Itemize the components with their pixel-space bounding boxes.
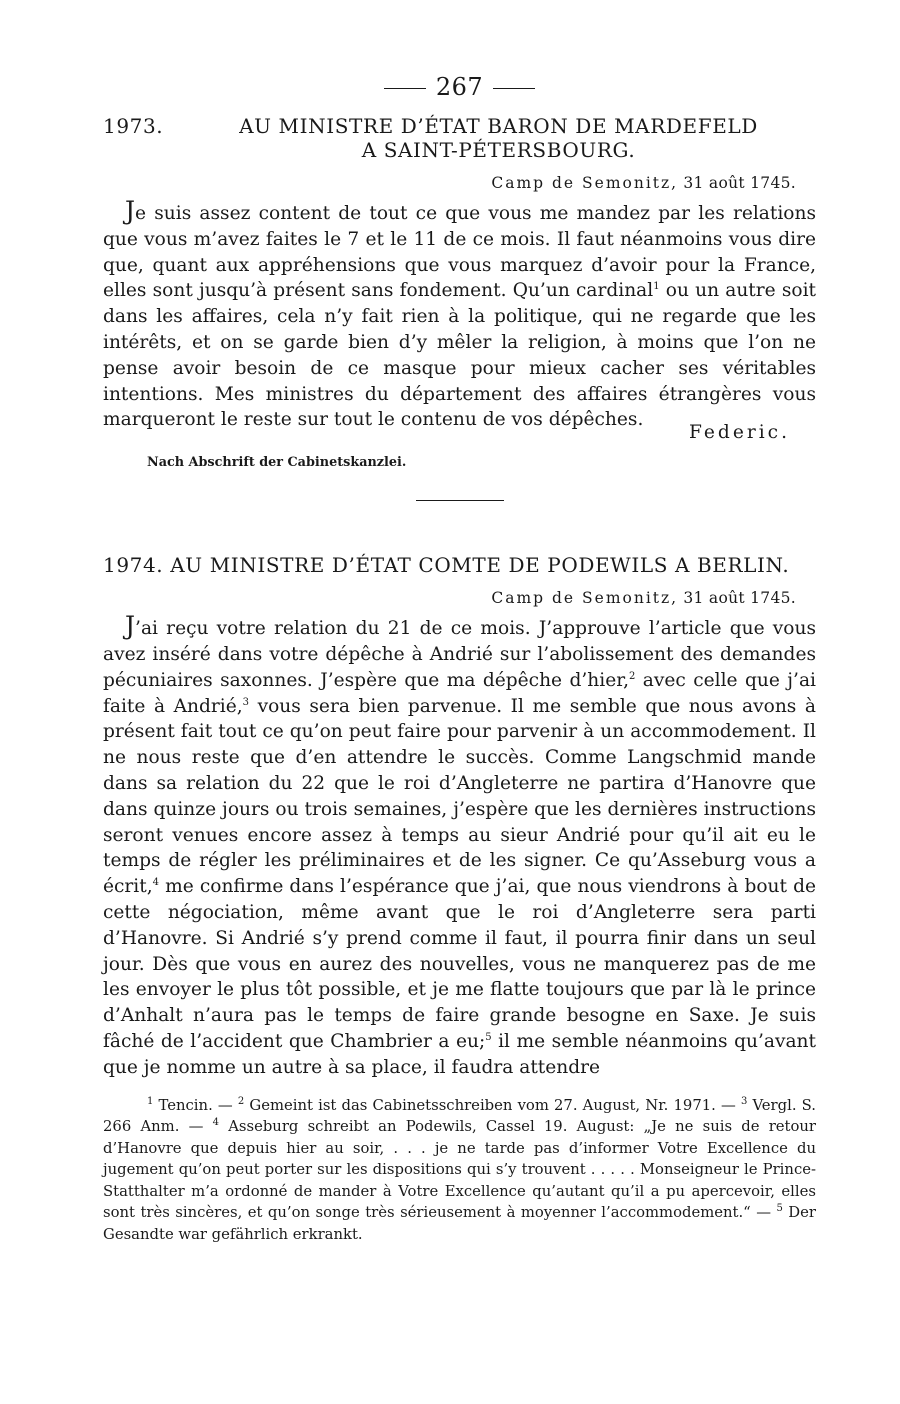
letter-1973-signature: Federic. [689,422,790,444]
letter-1974-body-part-4: me confirme dans l’espérance que j’ai, que nous viendrons à bout de cette négociation, même avant que le roi d’Angleterre sera parti d’Hanovre. Si Andrié s’y prend comme il faut, il pourra finir dans un seul jour. Dès que vous en aurez des nouvelles, vous ne manquerez pas de me les envoyer le plus tôt possible, et je me flatte toujours que par là le prince d’Anhalt n’aura pas le temps de faire grande besogne en Saxe. Je suis fâché de l’accident que Chambrier a eu; [103,876,816,1052]
footnotes [103,1095,816,1246]
letter-1973-dateline-date: 31 août 1745. [683,174,796,192]
letter-1973-dateline [103,173,796,193]
letter-1974-title: AU MINISTRE D’ÉTAT COMTE DE PODEWILS A BERLIN. [170,553,790,578]
letter-1973-body-part-2: ou un autre soit dans les affaires, cela n’y fait rien à la politique, qui ne regarde que les intérêts, et on se garde bien d’y mêler la religion, à moins que l’on ne pense avoir besoin de ce masque pour mieux cacher ses véritables intentions. Mes ministres du département des affaires étrangères vous marqueront le reste sur tout le contenu de vos dépêches. [103,280,816,431]
letter-1973-body [103,196,816,433]
document-page [103,72,816,1246]
letter-1974-dateline-place: Camp de Semonitz, [491,589,679,608]
letter-1974-body [103,611,816,1080]
page-number-left-dash [384,88,426,89]
footnote-2-text: Gemeint ist das Cabinetsschreiben vom 27. August, Nr. 1971. — [244,1096,741,1114]
letter-1973-title-line-1: AU MINISTRE D’ÉTAT BARON DE MARDEFELD [239,114,758,138]
letter-1973-title-line-2: A SAINT-PÉTERSBOURG. [361,138,636,162]
footnote-1-mark: 1 [147,1095,154,1107]
letter-1973-dateline-place: Camp de Semonitz, [491,174,679,192]
letter-1973-dropcap: J [125,196,136,225]
letter-1974-body-part-1: ’ai reçu votre relation du 21 de ce mois. J’approuve l’article que vous avez inséré dans votre dépêche à Andrié sur l’abolissement des demandes pécuniaires saxonnes. J’espère que ma dépêche d’hier, [103,618,816,691]
letter-1974-body-part-5: il me semble néanmoins qu’avant que je nomme un autre à sa place, il faudra attendre [103,1030,816,1078]
letter-1974-dateline-date: 31 août 1745. [683,589,796,608]
footnote-1-text: Tencin. — [153,1096,238,1114]
page-number [103,72,816,102]
letter-1974-number: 1974. [103,553,164,578]
footnote-5-mark: 5 [776,1203,783,1215]
page-number-right-dash [493,88,535,89]
letter-1974-body-part-3: vous sera bien parvenue. Il me semble que nous avons à présent fait tout ce qu’on peut faire pour parvenir à un accommodement. Il ne nous reste que d’en attendre le succès. Comme Langschmid mande dans sa relation du 22 que le roi d’Angleterre ne partira d’Hanovre que dans quinze jours ou trois semaines, j’espère que les dernières instructions seront venues encore assez à temps au sieur Andrié pour qu’il ait eu le temps de régler les préliminaires et de les signer. Ce qu’Asseburg vous a écrit, [103,695,816,898]
footnote-ref-4: 4 [152,876,160,888]
letter-1973-title [181,114,816,162]
footnote-ref-1: 1 [653,281,660,293]
letter-1974-body-part-2: avec celle que j’ai faite à Andrié, [103,669,816,717]
footnote-3-text: Vergl. S. 266 Anm. — [103,1096,816,1136]
letter-1973-heading [103,114,816,162]
letter-separator-rule [416,500,504,501]
letter-1973-source-note: Nach Abschrift der Cabinetskanzlei. [147,455,407,471]
letter-1974-dateline [103,588,796,608]
letter-1973-body-part-1: e suis assez content de tout ce que vous me mandez par les relations que vous m’avez faites le 7 et le 11 de ce mois. Il faut néanmoins vous dire que, quant aux appréhensions que vous marquez d’avoir pour la France, elles sont jusqu’à présent sans fondement. Qu’un cardinal [103,203,816,302]
letter-1973-number: 1973. [103,114,164,138]
page-number-value: 267 [435,73,484,101]
footnote-4-text: Asseburg schreibt an Podewils, Cassel 19. August: „Je ne suis de retour d’Hanovre que depuis hier au soir, . . . je ne tarde pas d’informer Votre Excellence du jugement qu’on peut porter sur les dispositions qui s’y trouvent . . . . . Monseigneur le Prince-Statthalter m’a ordonné de mander à Votre Excellence qu’autant qu’il a pu apercevoir, elles sont très sincères, et qu’on songe très sérieusement à moyenner l’accommodement.“ — [103,1118,816,1222]
footnote-ref-2: 2 [628,670,636,682]
footnote-3-mark: 3 [740,1095,748,1107]
letter-1974-dropcap: J [125,611,136,641]
footnote-2-mark: 2 [237,1095,245,1107]
footnote-ref-3: 3 [242,696,250,708]
letter-1974-heading [103,553,816,577]
footnote-ref-5: 5 [485,1031,492,1043]
footnote-5-text: Der Gesandte war gefährlich erkrankt. [103,1204,816,1244]
footnote-4-mark: 4 [212,1117,219,1129]
